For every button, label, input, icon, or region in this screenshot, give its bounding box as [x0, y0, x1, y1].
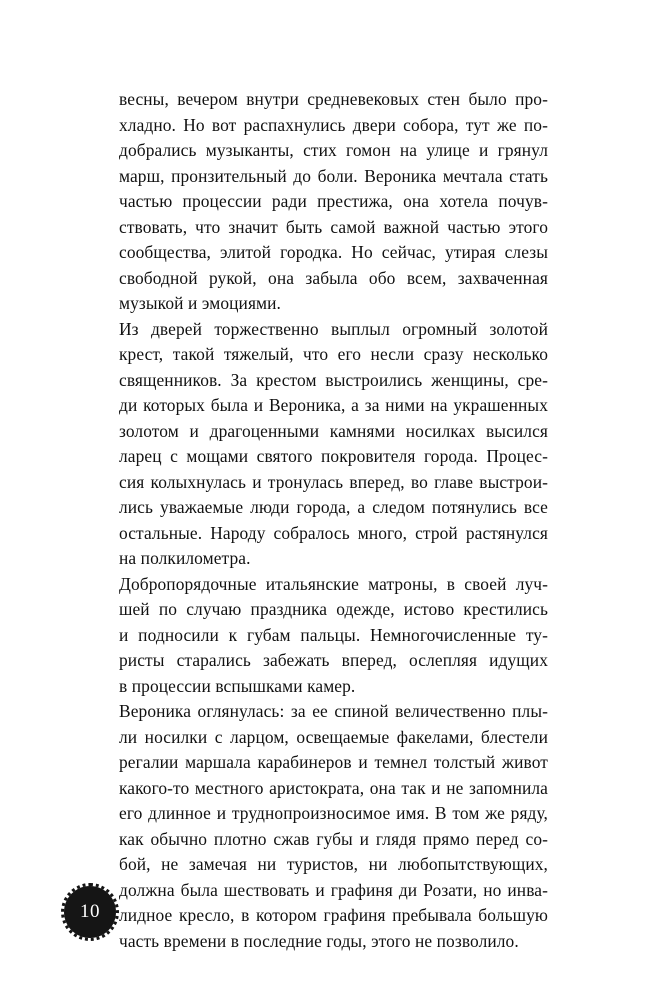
text-line: ди которых была и Вероника, а за ними на украшенных — [119, 395, 548, 415]
body-text — [119, 87, 548, 954]
text-line: Добропорядочные итальянские матроны, в своей луч- — [119, 573, 548, 594]
text-line: музыкой и эмоциями. — [119, 293, 282, 313]
text-line: его длинное и труднопроизносимое имя. В том же ряду, — [119, 803, 548, 823]
text-line: ствовать, что значит быть самой важной частью этого — [119, 216, 548, 237]
text-line: Из дверей торжественно выплыл огромный золотой — [119, 318, 548, 339]
text-line: какого-то местного аристократа, она так и не запомнила — [119, 777, 548, 798]
text-line: сообщества, элитой городка. Но сейчас, утирая слезы — [119, 242, 548, 262]
text-line: на полкилометра. — [119, 548, 251, 568]
text-line: священников. За крестом выстроились женщины, сре- — [119, 369, 548, 390]
page-number: 10 — [80, 901, 100, 922]
text-line: добрались музыканты, стих гомон на улице и грянул — [119, 140, 548, 160]
text-line: Вероника оглянулась: за ее спиной величественно плы- — [119, 701, 548, 721]
text-line: лидное кресло, в котором графиня пребывала большую — [119, 905, 548, 925]
text-line: бой, не замечая ни туристов, ни любопытствующих, — [119, 854, 548, 874]
text-line: марш, пронзительный до боли. Вероника мечтала стать — [119, 165, 548, 186]
page-number-badge — [64, 886, 116, 938]
text-line: свободной рукой, она забыла обо всем, захваченная — [119, 267, 548, 288]
text-line: крест, такой тяжелый, что его несли сразу несколько — [119, 344, 548, 364]
text-line: остальные. Народу собралось много, строй растянулся — [119, 522, 548, 543]
text-line: часть времени в последние годы, этого не позволило. — [119, 930, 519, 951]
text-line: ли носилки с ларцом, освещаемые факелами, блестели — [119, 726, 548, 747]
text-line: и подносили к губам пальцы. Немногочисленные ту- — [119, 624, 548, 645]
text-line: частью процессии ради престижа, она хотела почув- — [119, 191, 548, 211]
text-line: в процессии вспышками камер. — [119, 675, 356, 696]
text-line: весны, вечером внутри средневековых стен было про- — [119, 89, 548, 109]
text-line: хладно. Но вот распахнулись двери собора, тут же по- — [119, 114, 548, 135]
text-line: лись уважаемые люди города, а следом потянулись все — [119, 497, 548, 517]
text-line: золотом и драгоценными камнями носилках высился — [119, 420, 548, 441]
text-line: ристы старались забежать вперед, ослепляя идущих — [119, 650, 548, 670]
text-line: как обычно плотно сжав губы и глядя прямо перед со- — [119, 828, 548, 849]
text-line: ларец с мощами святого покровителя города. Процес- — [119, 446, 548, 466]
text-line: должна была шествовать и графиня ди Розати, но инва- — [119, 879, 548, 900]
text-line: шей по случаю праздника одежде, истово крестились — [119, 599, 548, 619]
text-line: регалии маршала карабинеров и темнел толстый живот — [119, 752, 548, 772]
text-line: сия колыхнулась и тронулась вперед, во главе выстрои- — [119, 471, 548, 492]
